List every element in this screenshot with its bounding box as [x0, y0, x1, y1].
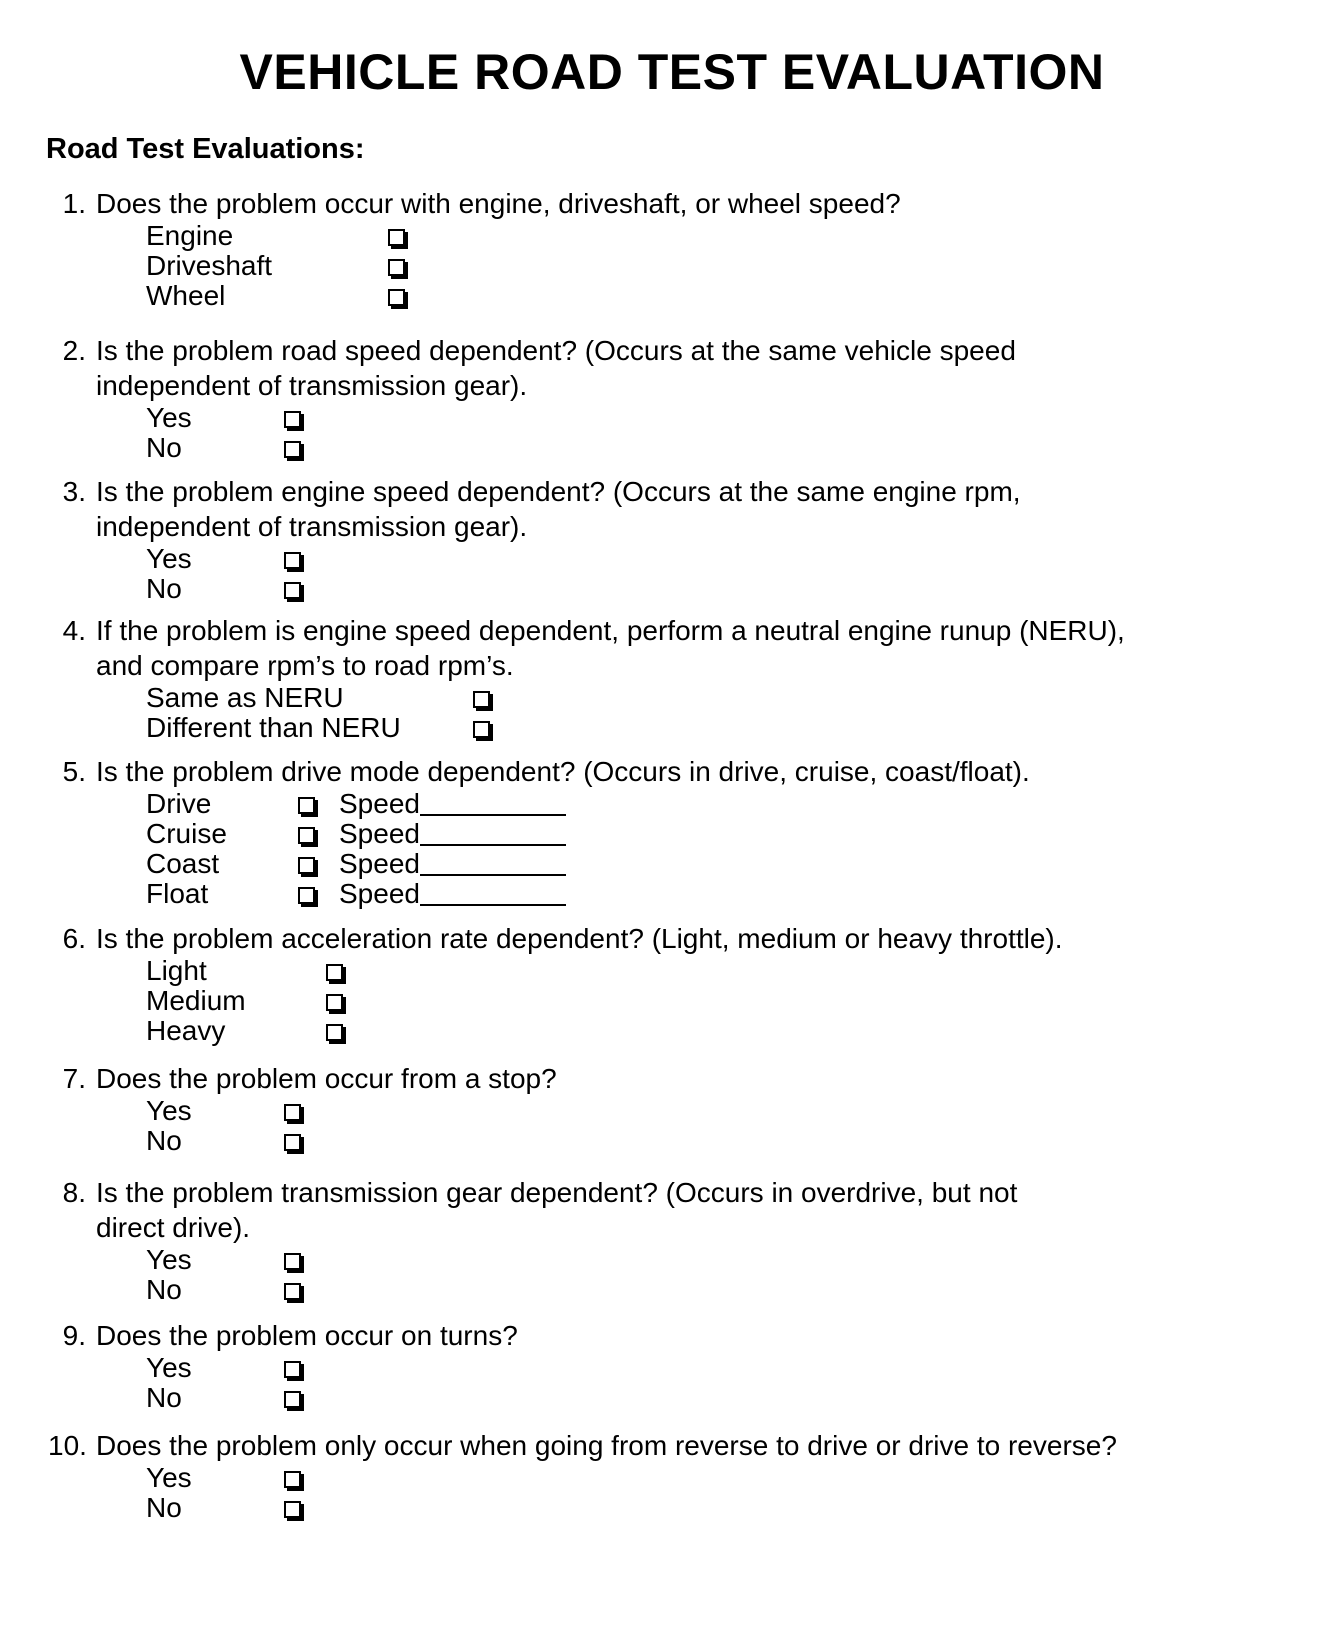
checkbox[interactable] — [284, 441, 301, 458]
option-label: Wheel — [146, 280, 226, 311]
question-text — [48, 1210, 1298, 1245]
option-row — [146, 1383, 1298, 1413]
option-row — [146, 1493, 1298, 1523]
checkbox[interactable] — [284, 1471, 301, 1488]
question-text — [48, 1318, 1298, 1353]
question-text — [48, 509, 1298, 544]
option-row — [146, 1096, 1298, 1126]
question-number: 6. — [62, 923, 86, 954]
option-row — [146, 1016, 1298, 1046]
question-number: 1. — [62, 188, 86, 219]
option-label: Yes — [146, 543, 192, 574]
option-row — [146, 281, 1298, 311]
checkbox[interactable] — [388, 229, 405, 246]
checkbox[interactable] — [284, 1361, 301, 1378]
question-7 — [48, 1061, 1298, 1156]
question-line: and compare rpm’s to road rpm’s. — [96, 650, 514, 681]
question-text — [48, 921, 1298, 956]
option-label: No — [146, 573, 182, 604]
option-label: Drive — [146, 788, 212, 819]
option-list — [146, 789, 1298, 909]
option-list — [146, 1463, 1298, 1523]
question-4 — [48, 613, 1298, 743]
question-text — [48, 333, 1298, 368]
option-label: Cruise — [146, 818, 227, 849]
option-row — [146, 956, 1298, 986]
option-list — [146, 1096, 1298, 1156]
checkbox[interactable] — [388, 259, 405, 276]
checkbox[interactable] — [326, 994, 343, 1011]
option-label: Engine — [146, 220, 234, 251]
option-list — [146, 683, 1298, 743]
question-text — [48, 186, 1298, 221]
option-label: Same as NERU — [146, 682, 344, 713]
speed-input-line[interactable] — [420, 814, 566, 816]
question-text — [48, 648, 1298, 683]
checkbox[interactable] — [388, 289, 405, 306]
page-title: VEHICLE ROAD TEST EVALUATION — [239, 44, 1105, 100]
checkbox[interactable] — [473, 691, 490, 708]
checkbox[interactable] — [298, 827, 315, 844]
option-label: Driveshaft — [146, 250, 273, 281]
option-row — [146, 1275, 1298, 1305]
question-3 — [48, 474, 1298, 604]
option-label: Medium — [146, 985, 246, 1016]
option-label: Heavy — [146, 1015, 226, 1046]
option-list — [146, 221, 1298, 311]
option-label: No — [146, 1125, 182, 1156]
option-row — [146, 403, 1298, 433]
question-5 — [48, 754, 1298, 909]
question-9 — [48, 1318, 1298, 1413]
checkbox[interactable] — [284, 552, 301, 569]
option-row — [146, 1245, 1298, 1275]
question-text — [48, 1175, 1298, 1210]
checkbox[interactable] — [284, 1283, 301, 1300]
option-row — [146, 251, 1298, 281]
question-line: Does the problem only occur when going from reverse to drive or drive to reverse? — [96, 1430, 1117, 1461]
question-line: Is the problem drive mode dependent? (Occurs in drive, cruise, coast/float). — [96, 756, 1030, 787]
option-row — [146, 221, 1298, 251]
speed-input-line[interactable] — [420, 844, 566, 846]
option-row — [146, 544, 1298, 574]
option-row — [146, 986, 1298, 1016]
checkbox[interactable] — [284, 582, 301, 599]
option-label: No — [146, 432, 182, 463]
checkbox[interactable] — [284, 411, 301, 428]
checkbox[interactable] — [284, 1253, 301, 1270]
question-number: 10. — [48, 1430, 87, 1461]
checkbox[interactable] — [284, 1134, 301, 1151]
question-8 — [48, 1175, 1298, 1305]
option-label: Float — [146, 878, 209, 909]
option-label: No — [146, 1274, 182, 1305]
option-row — [146, 433, 1298, 463]
question-number: 9. — [62, 1320, 86, 1351]
option-row — [146, 683, 1298, 713]
question-line: Does the problem occur with engine, driveshaft, or wheel speed? — [96, 188, 901, 219]
question-line: Is the problem engine speed dependent? (Occurs at the same engine rpm, — [96, 476, 1021, 507]
option-row — [146, 879, 1298, 909]
option-list — [146, 403, 1298, 463]
option-label: Coast — [146, 848, 220, 879]
option-row — [146, 1463, 1298, 1493]
question-text — [48, 368, 1298, 403]
checkbox[interactable] — [284, 1104, 301, 1121]
question-number: 4. — [62, 615, 86, 646]
question-10 — [48, 1428, 1298, 1523]
question-2 — [48, 333, 1298, 463]
speed-label: Speed — [339, 818, 420, 849]
question-line: If the problem is engine speed dependent, perform a neutral engine runup (NERU), — [96, 615, 1125, 646]
question-1 — [48, 186, 1298, 311]
option-row — [146, 1353, 1298, 1383]
question-text — [48, 613, 1298, 648]
checkbox[interactable] — [298, 797, 315, 814]
option-label: Yes — [146, 1352, 192, 1383]
question-line: Does the problem occur on turns? — [96, 1320, 518, 1351]
speed-input-line[interactable] — [420, 874, 566, 876]
question-line: independent of transmission gear). — [96, 370, 528, 401]
question-text — [48, 1428, 1298, 1463]
option-label: Yes — [146, 1095, 192, 1126]
option-list — [146, 1245, 1298, 1305]
checkbox[interactable] — [473, 721, 490, 738]
option-row — [146, 574, 1298, 604]
question-line: direct drive). — [96, 1212, 251, 1243]
option-label: Yes — [146, 1244, 192, 1275]
question-6 — [48, 921, 1298, 1046]
checkbox[interactable] — [284, 1501, 301, 1518]
option-label: No — [146, 1492, 182, 1523]
question-number: 5. — [62, 756, 86, 787]
option-row — [146, 849, 1298, 879]
question-number: 3. — [62, 476, 86, 507]
question-line: Is the problem transmission gear dependent? (Occurs in overdrive, but not — [96, 1177, 1018, 1208]
speed-label: Speed — [339, 788, 420, 819]
option-label: Yes — [146, 1462, 192, 1493]
option-list — [146, 1353, 1298, 1413]
checkbox[interactable] — [298, 857, 315, 874]
section-heading: Road Test Evaluations: — [46, 133, 365, 165]
option-label: No — [146, 1382, 182, 1413]
question-line: Is the problem road speed dependent? (Occurs at the same vehicle speed — [96, 335, 1016, 366]
option-list — [146, 956, 1298, 1046]
checkbox[interactable] — [298, 887, 315, 904]
option-label: Yes — [146, 402, 192, 433]
checkbox[interactable] — [326, 1024, 343, 1041]
option-row — [146, 1126, 1298, 1156]
option-row — [146, 713, 1298, 743]
question-number: 2. — [62, 335, 86, 366]
question-number: 8. — [62, 1177, 86, 1208]
question-text — [48, 474, 1298, 509]
option-row — [146, 819, 1298, 849]
checkbox[interactable] — [326, 964, 343, 981]
speed-label: Speed — [339, 848, 420, 879]
option-list — [146, 544, 1298, 604]
option-label: Different than NERU — [146, 712, 401, 743]
speed-input-line[interactable] — [420, 904, 566, 906]
question-number: 7. — [62, 1063, 86, 1094]
question-text — [48, 754, 1298, 789]
question-line: Does the problem occur from a stop? — [96, 1063, 557, 1094]
option-row — [146, 789, 1298, 819]
question-text — [48, 1061, 1298, 1096]
speed-label: Speed — [339, 878, 420, 909]
question-line: Is the problem acceleration rate dependent? (Light, medium or heavy throttle). — [96, 923, 1063, 954]
checkbox[interactable] — [284, 1391, 301, 1408]
question-line: independent of transmission gear). — [96, 511, 528, 542]
option-label: Light — [146, 955, 207, 986]
